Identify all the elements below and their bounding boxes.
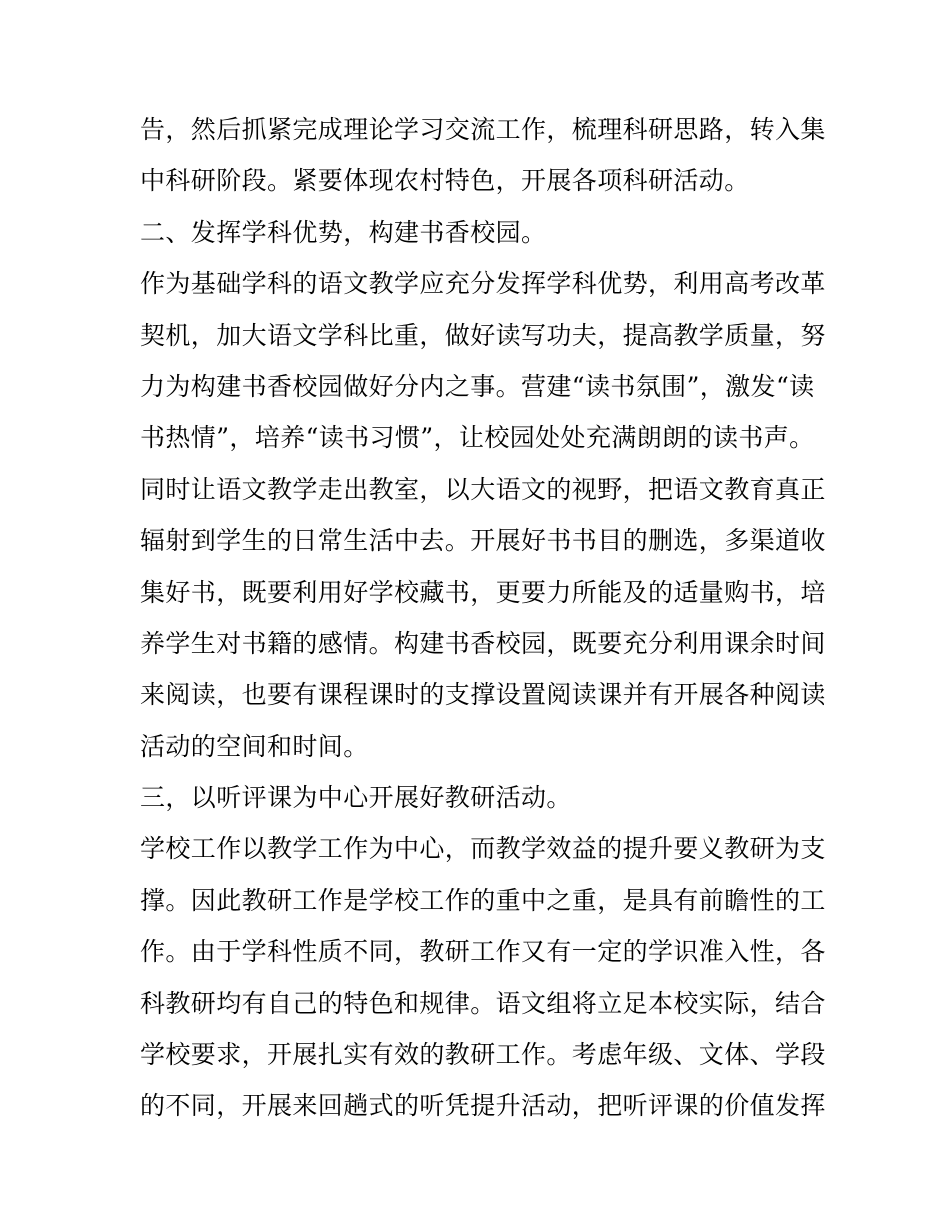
text-line: 作。由于学科性质不同，教研工作又有一定的学识准入性，各 (140, 937, 826, 967)
text-line: 活动的空间和时间。 (140, 731, 369, 761)
text-line: 学校要求，开展扎实有效的教研工作。考虑年级、文体、学段 (140, 1040, 826, 1070)
text-line: 学校工作以教学工作为中心，而教学效益的提升要义教研为支 (140, 834, 826, 864)
text-line: 契机，加大语文学科比重，做好读写功夫，提高教学质量，努 (140, 320, 826, 350)
text-line: 科教研均有自己的特色和规律。语文组将立足本校实际，结合 (140, 988, 826, 1018)
text-line: 作为基础学科的语文教学应充分发挥学科优势，利用高考改革 (140, 269, 826, 299)
text-line: 的不同，开展来回趟式的听凭提升活动，把听评课的价值发挥 (140, 1091, 826, 1121)
body-text (140, 104, 826, 1132)
section-heading: 二、发挥学科优势，构建书香校园。 (140, 217, 547, 247)
text-line: 集好书，既要利用好学校藏书，更要力所能及的适量购书，培 (140, 577, 826, 607)
section-heading: 三，以听评课为中心开展好教研活动。 (140, 783, 572, 813)
text-line: 中科研阶段。紧要体现农村特色，开展各项科研活动。 (140, 166, 750, 196)
text-line: 力为构建书香校园做好分内之事。营建“读书氛围”，激发“读 (140, 371, 815, 401)
text-line: 书热情”，培养“读书习惯”，让校园处处充满朗朗的读书声。 (140, 423, 815, 453)
text-line: 养学生对书籍的感情。构建书香校园，既要充分利用课余时间 (140, 628, 826, 658)
text-line: 来阅读，也要有课程课时的支撑设置阅读课并有开展各种阅读 (140, 680, 826, 710)
text-line: 撑。因此教研工作是学校工作的重中之重，是具有前瞻性的工 (140, 885, 826, 915)
text-line: 告，然后抓紧完成理论学习交流工作，梳理科研思路，转入集 (140, 115, 826, 144)
text-line: 辐射到学生的日常生活中去。开展好书书目的删选，多渠道收 (140, 526, 826, 556)
text-line: 同时让语文教学走出教室，以大语文的视野，把语文教育真正 (140, 474, 826, 504)
